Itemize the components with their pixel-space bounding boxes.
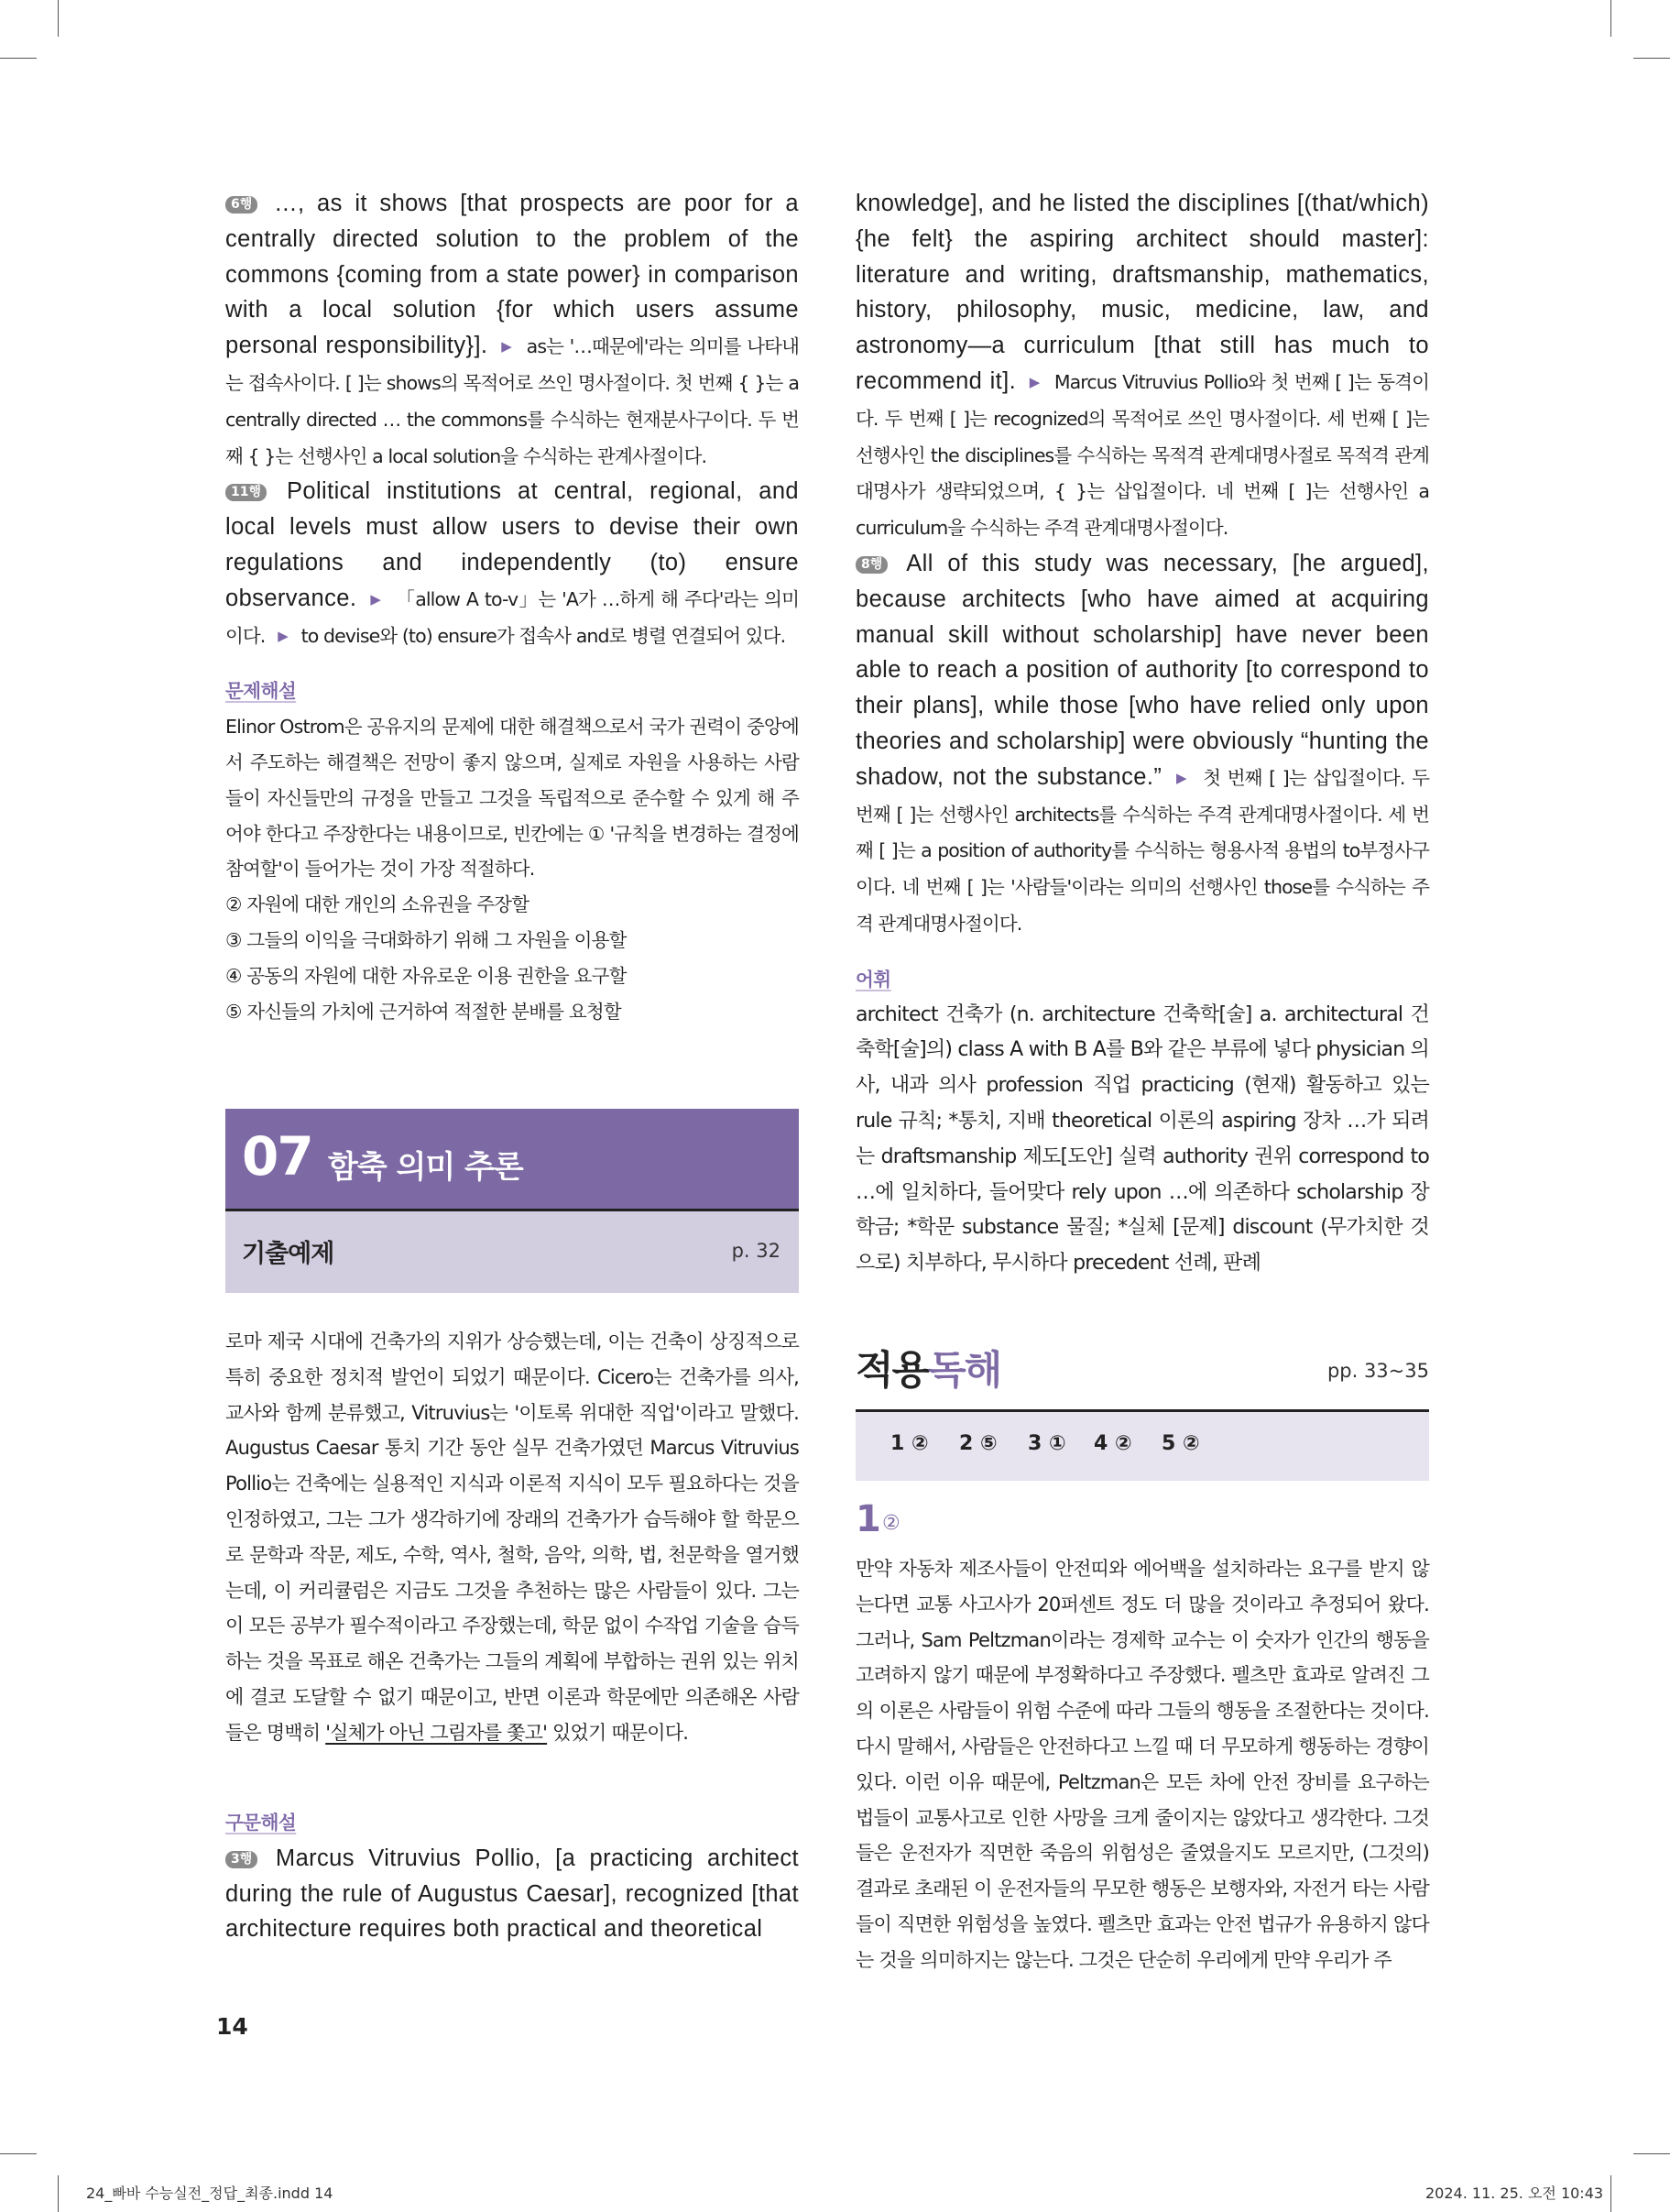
- question-translation: 만약 자동차 제조사들이 안전띠와 에어백을 설치하라는 요구를 받지 않는다면 교통 사고사가 20퍼센트 정도 더 많을 것이라고 추정되어 왔다. 그러나, Sam Peltzman이라는 경제학 교수는 이 숫자가 인간의 행동을 고려하지 않기 때문에 부정확하다고 주장했다. 펠츠만 효과로 알려진 그의 이론은 사람들이 위험 수준에 따라 그들의 행동을 조절한다는 것이다. 다시 말해서, 사람들은 안전하다고 느낄 때 더 무모하게 행동하는 경향이 있다. 이런 이유 때문에, Peltzman은 모든 차에 안전 장비를 요구하는 법들이 교통사고로 인한 사망을 크게 줄이지는 않았다고 생각한다. 그것들은 운전자가 직면한 죽음의 위험성은 줄였을지도 모르지만, (그것의) 결과로 초래된 이 운전자들의 무모한 행동은 보행자와, 자전거 타는 사람들이 직면한 위험성을 높였다. 펠츠만 효과는 안전 법규가 유용하지 않다는 것을 의미하지는 않는다. 그것은 단순히 우리에게 만약 우리가 주: [856, 1558, 1429, 1971]
- english-sentence: All of this study was necessary, [he argued], because architects [who have aimed at acquiring manual skill without scholarship] have never been able to reach a position of authority [to correspond to their plans], while those [who have relied only upon theories and scholarship] were obviously “hunting the shadow, not the substance.”: [856, 550, 1430, 790]
- triangle-icon: ▶: [1175, 769, 1189, 786]
- triangle-icon: ▶: [370, 590, 383, 608]
- triangle-icon: ▶: [1029, 373, 1042, 390]
- grammar-note: as는 '…때문에'라는 의미를 나타내는 접속사이다. [ ]는 shows의 목적어로 쓰인 명사절이다. 첫 번째 { }는 a centrally directed … the commons를 수식하는 현재분사구이다. 두 번째 { }는 선행사인 a local solution을 수식하는 관계사절이다.: [225, 335, 799, 467]
- syntax-section: [225, 1805, 799, 1947]
- answer-item: 3 ①: [1028, 1432, 1066, 1455]
- answer-key: [856, 1412, 1429, 1481]
- line-tag: 8행: [856, 556, 888, 574]
- paragraph-line6: [225, 186, 799, 474]
- footer-filename: 24_빠바 수능실전_정답_최종.indd 14: [86, 2185, 333, 2202]
- option-item: ⑤ 자신들의 가치에 근거하여 적절한 분배를 요청할: [225, 1000, 621, 1023]
- vocab-text: architect 건축가 (n. architecture 건축학[술] a. architectural 건축학[술]의) class A with B A를 B와 같은 부류에 넣다 physician 의사, 내과 의사 profession 직업 practicing (현재) 활동하고 있는 rule 규칙; *통치, 지배 theoretical 이론의 aspiring 장차 …가 되려는 draftsmanship 제도[도안] 실력 authority 권위 correspond to …에 일치하다, 들어맞다 rely upon …에 의존하다 scholarship 장학금; *학문 substance 물질; *실체 [문제] discount (무가치한 것으로) 치부하다, 무시하다 precedent 선례, 판례: [856, 1002, 1429, 1276]
- crop-mark: [58, 0, 59, 37]
- translation-part: 있었기 때문이다.: [547, 1721, 689, 1744]
- paragraph-line11: [225, 474, 799, 653]
- translation-text: [225, 1324, 799, 1751]
- right-column: [856, 186, 1429, 1282]
- question-number: 1: [856, 1498, 881, 1540]
- left-column: [225, 186, 799, 1029]
- apply-page-ref: pp. 33~35: [1326, 1360, 1429, 1382]
- crop-mark: [58, 2175, 59, 2212]
- chapter-title: 함축 의미 추론: [328, 1149, 523, 1186]
- crop-mark: [1610, 2175, 1611, 2212]
- answer-item: 4 ②: [1094, 1432, 1132, 1455]
- answer-item: 2 ⑤: [959, 1432, 998, 1455]
- crop-mark: [1633, 2153, 1670, 2154]
- english-sentence: …, as it shows [that prospects are poor for a centrally directed solution to the problem of the commons {coming from a state power} in comparison with a local solution {for which users assume personal responsibility}].: [225, 191, 799, 359]
- option-item: ④ 공동의 자원에 대한 자유로운 이용 권한을 요구할: [225, 964, 627, 987]
- page-number: 14: [216, 2013, 248, 2040]
- section-heading-syntax: 구문해설: [225, 1812, 297, 1834]
- crop-mark: [1633, 58, 1670, 59]
- english-sentence: Marcus Vitruvius Pollio, [a practicing architect during the rule of Augustus Caesar], recognized [that architecture requires both practical and theoretical: [225, 1845, 799, 1943]
- translation-part: 로마 제국 시대에 건축가의 지위가 상승했는데, 이는 건축이 상징적으로 특히 중요한 정치적 발언이 되었기 때문이다. Cicero는 건축가를 의사, 교사와 함께 분류했고, Vitruvius는 '이토록 위대한 직업'이라고 말했다. Augustus Caesar 통치 기간 동안 실무 건축가였던 Marcus Vitruvius Pollio는 건축에는 실용적인 지식과 이론적 지식이 모두 필요하다는 것을 인정하였고, 그는 그가 생각하기에 장래의 건축가가 습득해야 할 학문으로 문학과 작문, 제도, 수학, 역사, 철학, 음악, 의학, 법, 천문학을 열거했는데, 이 커리큘럼은 지금도 그것을 추천하는 많은 사람들이 있다. 그는 이 모든 공부가 필수적이라고 주장했는데, 학문 없이 수작업 기술을 습득하는 것을 목표로 해온 건축가는 그들의 계획에 부합하는 권위 있는 위치에 결코 도달할 수 없기 때문이고, 반면 이론과 학문에만 의존해온 사람들은 명백히: [225, 1330, 799, 1744]
- solution-text: Elinor Ostrom은 공유지의 문제에 대한 해결책으로서 국가 권력이 중앙에서 주도하는 해결책은 전망이 좋지 않으며, 실제로 자원을 사용하는 사람들이 자신들만의 규정을 만들고 그것을 독립적으로 준수할 수 있게 해 주어야 한다고 주장한다는 내용이므로, 빈칸에는 ① '규칙을 변경하는 결정에 참여할'이 들어가는 것이 가장 적절하다.: [225, 716, 799, 881]
- paragraph-line8: [856, 546, 1429, 942]
- chapter-number: 07: [242, 1125, 312, 1188]
- english-sentence: knowledge], and he listed the disciplines [(that/which) {he felt} the aspiring architect should master]: literature and writing, draftsmanship, mathematics, history, philosophy, music, medicine, law, and astronomy—a curriculum [that still has much to recommend it].: [856, 191, 1429, 394]
- underlined-phrase: '실체가 아닌 그림자를 쫓고': [325, 1721, 548, 1744]
- triangle-icon: ▶: [278, 627, 289, 644]
- crop-mark: [0, 58, 37, 59]
- footer-timestamp: 2024. 11. 25. 오전 10:43: [1425, 2185, 1604, 2202]
- apply-section: [856, 1340, 1429, 1455]
- triangle-icon: ▶: [501, 338, 513, 356]
- grammar-note: 첫 번째 [ ]는 삽입절이다. 두 번째 [ ]는 선행사인 architects를 수식하는 주격 관계대명사절이다. 세 번째 [ ]는 a position of authority를 수식하는 형용사적 용법의 to부정사구이다. 네 번째 [ ]는 '사람들'이라는 의미의 선행사인 those를 수식하는 주격 관계대명사절이다.: [856, 766, 1429, 935]
- grammar-note: Marcus Vitruvius Pollio와 첫 번째 [ ]는 동격이다. 두 번째 [ ]는 recognized의 목적어로 쓰인 명사절이다. 세 번째 [ ]는 선행사인 the disciplines를 수식하는 목적격 관계대명사절로 목적격 관계대명사가 생략되었으며, { }는 삽입절이다. 네 번째 [ ]는 선행사인 a curriculum을 수식하는 주격 관계대명사절이다.: [856, 370, 1429, 540]
- apply-title-b: 독해: [928, 1348, 1001, 1394]
- answer-item: 5 ②: [1162, 1432, 1200, 1455]
- crop-mark: [1610, 0, 1611, 37]
- section-heading-solution: 문제해설: [225, 680, 297, 703]
- chapter-banner: [225, 1109, 799, 1211]
- apply-title-a: 적용: [856, 1348, 929, 1394]
- paragraph-line3-continued: [856, 186, 1429, 546]
- example-page-ref: p. 32: [731, 1240, 780, 1262]
- line-tag: 11행: [225, 484, 267, 501]
- paragraph-line3: [225, 1841, 799, 1947]
- crop-mark: [0, 2153, 37, 2154]
- line-tag: 3행: [225, 1851, 257, 1868]
- example-title: 기출예제: [242, 1240, 334, 1268]
- line-tag: 6행: [225, 196, 257, 214]
- question-answer: ②: [882, 1512, 900, 1535]
- option-item: ③ 그들의 이익을 극대화하기 위해 그 자원을 이용할: [225, 928, 627, 951]
- example-banner: [225, 1211, 799, 1293]
- option-item: ② 자원에 대한 개인의 소유권을 주장할: [225, 893, 529, 916]
- section-heading-vocab: 어휘: [856, 968, 891, 991]
- grammar-note: 「allow A to-v」는 'A가 …하게 해 주다'라는 의미이다.: [225, 587, 799, 647]
- grammar-note: to devise와 (to) ensure가 접속사 and로 병렬 연결되어 있다.: [300, 624, 786, 647]
- english-sentence: Political institutions at central, regional, and local levels must allow users to devise their own regulations and independently (to) ensure observance.: [225, 478, 799, 611]
- answer-item: 1 ②: [890, 1432, 929, 1455]
